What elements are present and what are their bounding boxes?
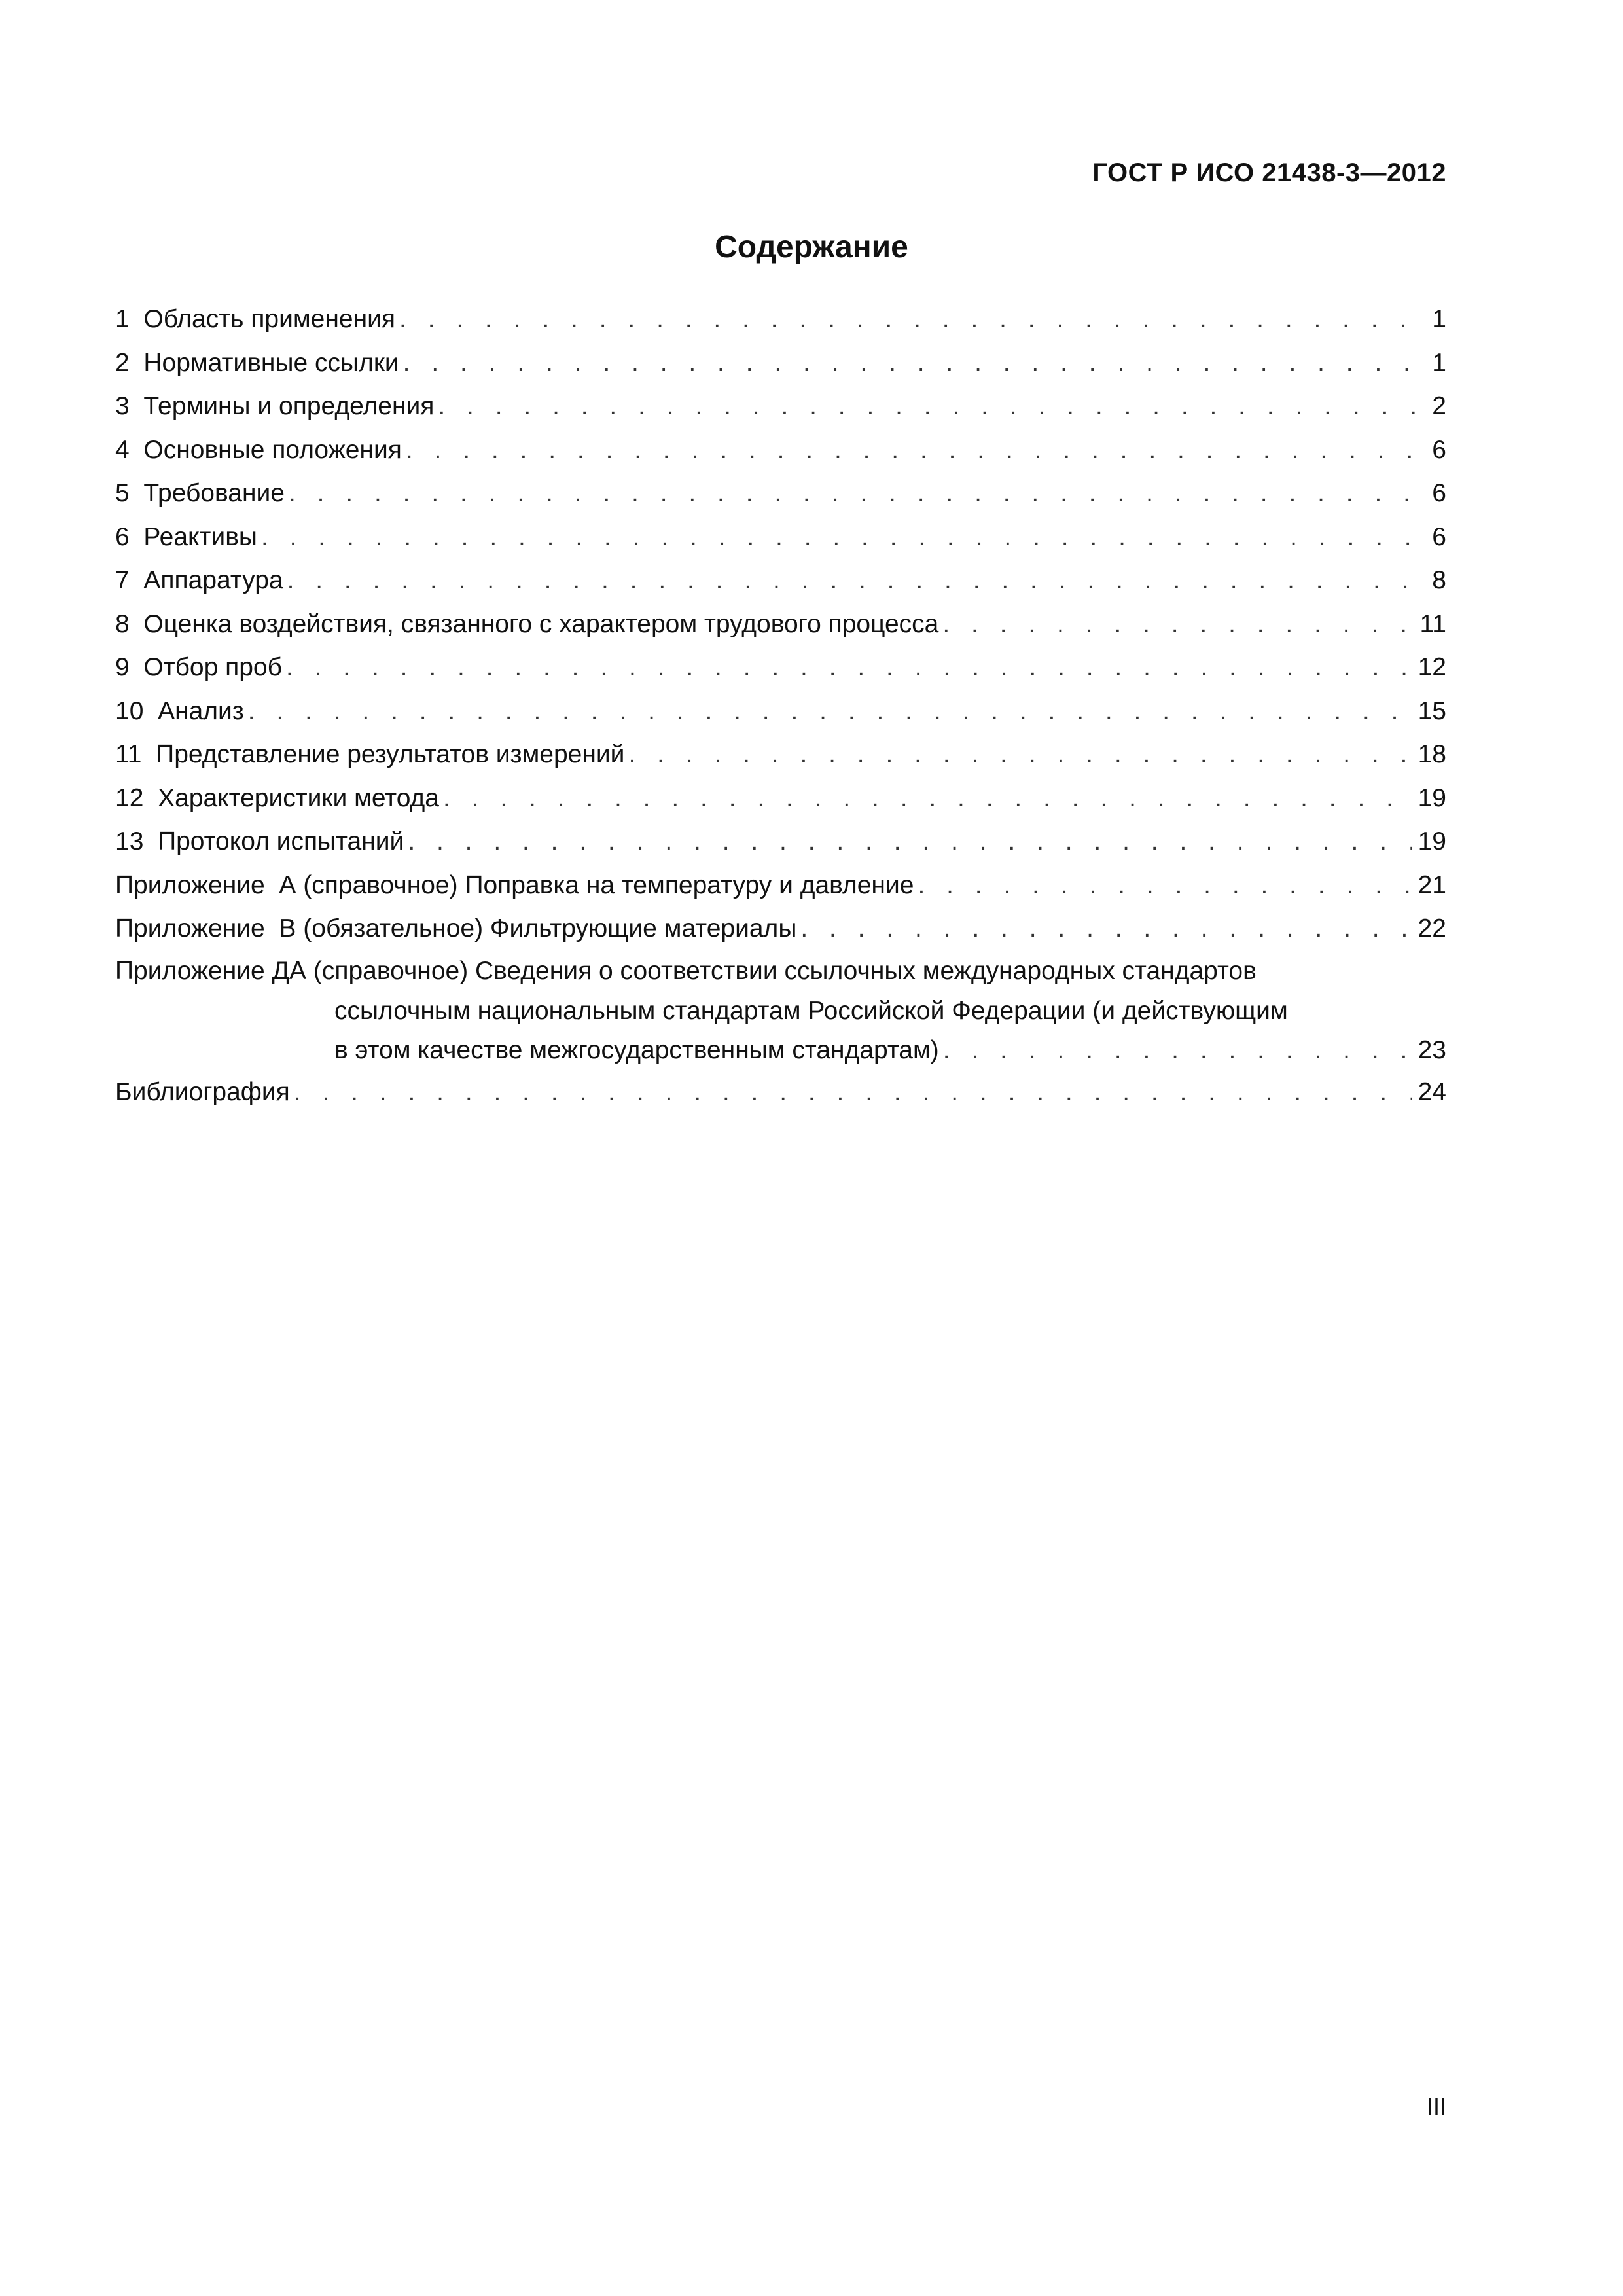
dot-leader — [287, 559, 1426, 603]
dot-leader — [918, 864, 1411, 908]
toc-entry-continuation-last — [115, 1030, 1446, 1071]
toc-entry-page: 6 — [1432, 435, 1446, 464]
toc-entry-title-line1: (справочное) Сведения о соответствии ссылочных международных стандартов — [313, 956, 1257, 985]
toc-entry-page: 21 — [1418, 870, 1446, 899]
dot-leader — [800, 907, 1411, 951]
toc-entry-title: Реактивы — [143, 522, 257, 551]
toc-entry-title: Анализ — [158, 696, 244, 725]
toc-entry-number: Приложение В — [115, 914, 296, 942]
toc-entry-2[interactable] — [115, 342, 1446, 386]
toc-entry-number: 9 — [115, 653, 130, 681]
toc-entry-number: Приложение ДА — [115, 956, 307, 985]
toc-entry-1[interactable] — [115, 298, 1446, 342]
toc-entry-title: (обязательное) Фильтрующие материалы — [303, 914, 797, 942]
toc-entry-page: 19 — [1418, 827, 1446, 855]
toc-entry-number: 2 — [115, 348, 130, 377]
toc-entry-page: 1 — [1432, 348, 1446, 377]
toc-entry-title: Представление результатов измерений — [156, 740, 625, 768]
toc-entry-number: 12 — [115, 783, 144, 812]
toc-entry-13[interactable] — [115, 820, 1446, 864]
toc-entry-bibliography[interactable] — [115, 1071, 1446, 1115]
dot-leader — [294, 1071, 1412, 1115]
dot-leader — [408, 820, 1411, 864]
dot-leader — [261, 516, 1425, 560]
toc-entry-number: 6 — [115, 522, 130, 551]
dot-leader — [248, 690, 1412, 734]
dot-leader — [289, 472, 1425, 516]
toc-entry-number: 10 — [115, 696, 144, 725]
dot-leader — [942, 603, 1413, 647]
toc-entry-annex-da[interactable] — [115, 951, 1446, 1071]
page-number: III — [1426, 2093, 1446, 2120]
toc-entry-8[interactable] — [115, 603, 1446, 647]
toc-entry-7[interactable] — [115, 559, 1446, 603]
toc-entry-title: Аппаратура — [143, 566, 283, 594]
toc-entry-title-line2: ссылочным национальным стандартам Российской Федерации (и действующим — [334, 996, 1288, 1025]
toc-entry-6[interactable] — [115, 516, 1446, 560]
toc-entry-title: (справочное) Поправка на температуру и давление — [303, 870, 914, 899]
dot-leader — [628, 733, 1411, 777]
toc-entry-number: 7 — [115, 566, 130, 594]
toc-entry-page: 15 — [1418, 696, 1446, 725]
toc-entry-page: 24 — [1418, 1077, 1446, 1106]
toc-entry-page: 6 — [1432, 522, 1446, 551]
toc-entry-page: 19 — [1418, 783, 1446, 812]
toc-entry-number: 8 — [115, 609, 130, 638]
toc-entry-page: 23 — [1418, 1035, 1446, 1064]
toc-entry-page: 11 — [1419, 609, 1446, 638]
toc-entry-title: Характеристики метода — [158, 783, 439, 812]
toc-entry-first-line — [115, 951, 1446, 992]
toc-entry-title: Термины и определения — [143, 392, 435, 420]
toc-title: Содержание — [715, 230, 908, 264]
dot-leader — [438, 385, 1425, 429]
toc-entry-number: 4 — [115, 435, 130, 464]
toc-entry-number: 1 — [115, 305, 130, 333]
toc-entry-number: 13 — [115, 827, 144, 855]
toc-entry-4[interactable] — [115, 429, 1446, 473]
toc-entry-number: 5 — [115, 479, 130, 507]
toc-entry-11[interactable] — [115, 733, 1446, 777]
toc-entry-page: 2 — [1432, 392, 1446, 420]
toc-entry-title: Оценка воздействия, связанного с характером трудового процесса — [143, 609, 939, 638]
toc-entry-annex-b[interactable] — [115, 907, 1446, 951]
dot-leader — [406, 429, 1425, 473]
toc-entry-number: 11 — [115, 740, 142, 768]
toc-entry-number: 3 — [115, 392, 130, 420]
toc-entry-title: Отбор проб — [143, 653, 282, 681]
toc-entry-title: Основные положения — [143, 435, 402, 464]
toc-entry-title-line3: в этом качестве межгосударственным стандартам) — [334, 1035, 939, 1064]
toc-entry-title: Нормативные ссылки — [143, 348, 399, 377]
dot-leader — [399, 298, 1425, 342]
toc-entry-number: Приложение А — [115, 870, 296, 899]
toc-entry-5[interactable] — [115, 472, 1446, 516]
toc-entry-3[interactable] — [115, 385, 1446, 429]
toc-entry-title: Область применения — [143, 305, 396, 333]
toc-entry-title: Протокол испытаний — [158, 827, 404, 855]
toc-entry-10[interactable] — [115, 690, 1446, 734]
toc-entry-page: 8 — [1432, 566, 1446, 594]
dot-leader — [286, 646, 1412, 690]
document-code: ГОСТ Р ИСО 21438-3—2012 — [1092, 158, 1446, 187]
dot-leader — [403, 342, 1426, 386]
toc-entry-annex-a[interactable] — [115, 864, 1446, 908]
toc-entry-title: Библиография — [115, 1077, 290, 1106]
toc-entry-continuation — [115, 992, 1446, 1030]
toc-entry-page: 18 — [1418, 740, 1446, 768]
dot-leader — [443, 777, 1412, 821]
dot-leader — [943, 1030, 1412, 1071]
toc-entry-title: Требование — [143, 479, 285, 507]
toc-entry-page: 22 — [1418, 914, 1446, 942]
toc-entry-page: 1 — [1432, 305, 1446, 333]
toc-entry-9[interactable] — [115, 646, 1446, 690]
toc-entry-12[interactable] — [115, 777, 1446, 821]
toc-entry-page: 12 — [1418, 653, 1446, 681]
table-of-contents — [115, 298, 1446, 1114]
toc-entry-page: 6 — [1432, 479, 1446, 507]
